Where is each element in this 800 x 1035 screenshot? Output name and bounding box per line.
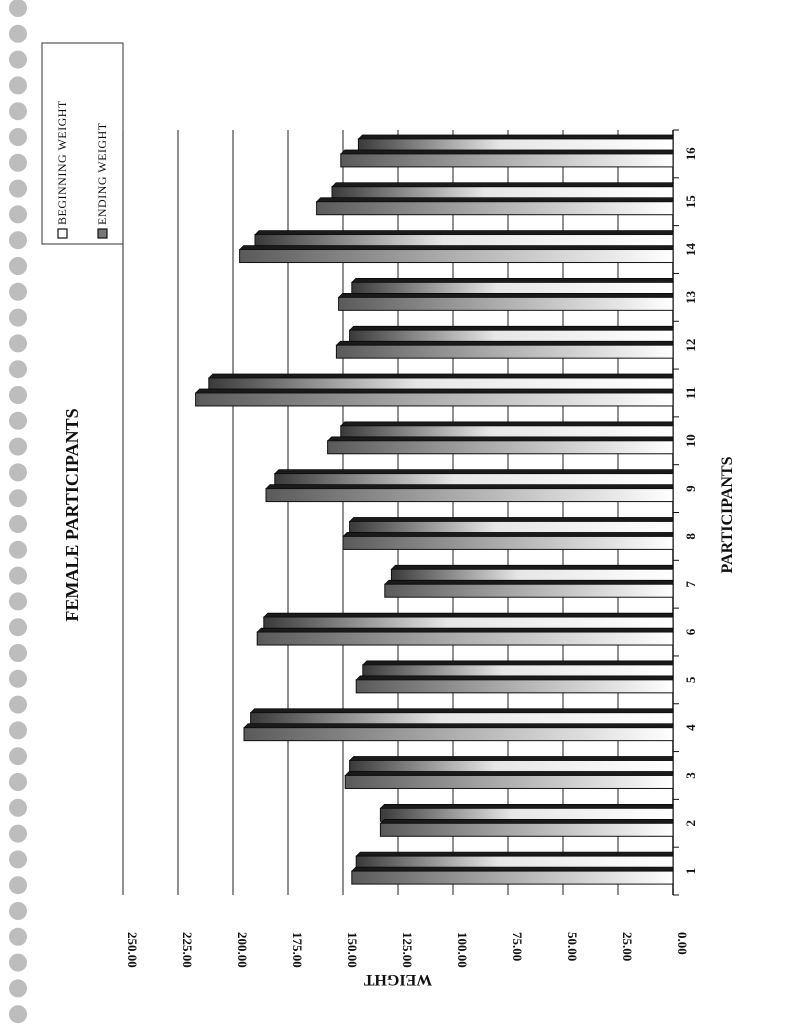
weight-tick-label: 75.00 xyxy=(510,932,525,962)
bar-beginning-weight-top xyxy=(264,613,673,617)
chart-title: FEMALE PARTICIPANTS xyxy=(62,408,82,622)
weight-tick-labels xyxy=(125,932,690,968)
legend-swatch-ending-weight xyxy=(98,229,107,238)
bar-ending-weight xyxy=(341,154,673,167)
bar-ending-weight-top xyxy=(244,724,673,728)
legend-label-beginning-weight: BEGINNING WEIGHT xyxy=(55,100,69,225)
bar-ending-weight-top xyxy=(352,867,673,871)
participant-tick-label: 10 xyxy=(683,434,698,448)
legend-label-ending-weight: ENDING WEIGHT xyxy=(95,122,109,225)
bar-ending-weight xyxy=(352,871,673,884)
participant-tick-label: 7 xyxy=(683,580,698,588)
bar-ending-weight-top xyxy=(380,819,673,823)
participant-tick-labels xyxy=(683,147,698,874)
participant-tick-label: 6 xyxy=(683,628,698,636)
participant-tick-label: 3 xyxy=(683,772,698,779)
bar-ending-weight xyxy=(380,823,673,836)
bar-ending-weight xyxy=(240,250,673,263)
participant-tick-label: 4 xyxy=(683,724,698,731)
bar-ending-weight-top xyxy=(266,485,673,489)
legend xyxy=(42,43,123,244)
bar-beginning-weight-top xyxy=(332,183,673,187)
bar-beginning-weight-top xyxy=(358,135,673,139)
weight-tick-label: 50.00 xyxy=(565,932,580,962)
participant-tick-label: 2 xyxy=(683,820,698,827)
bar-beginning-weight-top xyxy=(356,852,673,856)
bar-ending-weight-top xyxy=(356,676,673,680)
participant-tick-label: 5 xyxy=(683,676,698,684)
bar-ending-weight-top xyxy=(385,580,673,584)
bar-beginning-weight-top xyxy=(350,326,673,330)
bar-ending-weight-top xyxy=(196,389,673,393)
bar-beginning-weight-top xyxy=(255,231,673,235)
weight-tick-label: 200.00 xyxy=(235,932,250,968)
bar-ending-weight xyxy=(328,441,673,454)
legend-swatch-beginning-weight xyxy=(58,229,67,238)
weight-tick-label: 25.00 xyxy=(620,932,635,962)
bar-ending-weight xyxy=(317,202,673,215)
bar-beginning-weight-top xyxy=(341,422,673,426)
bar-ending-weight xyxy=(196,393,673,406)
bar-ending-weight xyxy=(257,632,673,645)
bar-ending-weight xyxy=(266,489,673,502)
bar-ending-weight xyxy=(244,728,673,741)
bar-ending-weight xyxy=(343,536,673,549)
weight-tick-label: 175.00 xyxy=(290,932,305,968)
bar-ending-weight-top xyxy=(240,246,673,250)
participant-tick-label: 9 xyxy=(683,485,698,492)
bar-ending-weight-top xyxy=(339,293,673,297)
bar-ending-weight-top xyxy=(341,150,673,154)
bars xyxy=(196,135,673,884)
bar-beginning-weight-top xyxy=(350,517,673,521)
bar-ending-weight-top xyxy=(336,341,673,345)
weight-tick-label: 250.00 xyxy=(125,932,140,968)
participant-tick-label: 13 xyxy=(683,290,698,304)
participant-tick-label: 16 xyxy=(683,147,698,161)
bar-ending-weight xyxy=(345,775,673,788)
x-axis-title: PARTICIPANTS xyxy=(719,456,736,574)
bar-ending-weight-top xyxy=(317,198,673,202)
participant-tick-label: 1 xyxy=(683,867,698,875)
participant-tick-label: 14 xyxy=(683,243,698,257)
bar-ending-weight-top xyxy=(328,437,673,441)
participant-tick-label: 8 xyxy=(683,533,698,540)
bar-ending-weight-top xyxy=(345,771,673,775)
bar-ending-weight xyxy=(385,584,673,597)
weight-tick-label: 125.00 xyxy=(400,932,415,968)
bar-ending-weight xyxy=(339,297,673,310)
weight-tick-label: 225.00 xyxy=(180,932,195,968)
bar-beginning-weight-top xyxy=(209,374,673,378)
participant-tick-label: 15 xyxy=(683,195,698,209)
bar-ending-weight-top xyxy=(343,532,673,536)
weight-tick-label: 0.00 xyxy=(675,932,690,955)
bar-beginning-weight-top xyxy=(380,804,673,808)
bar-beginning-weight-top xyxy=(251,709,673,713)
weight-tick-label: 150.00 xyxy=(345,932,360,968)
bar-ending-weight xyxy=(356,680,673,693)
bar-beginning-weight-top xyxy=(391,565,673,569)
bar-beginning-weight-top xyxy=(363,661,673,665)
participant-tick-label: 12 xyxy=(683,338,698,352)
participant-tick-label: 11 xyxy=(683,386,698,400)
y-axis-title: WEIGHT xyxy=(363,971,433,988)
bar-ending-weight-top xyxy=(257,628,673,632)
bar-beginning-weight-top xyxy=(275,470,673,474)
bar-beginning-weight-top xyxy=(352,278,673,282)
weight-tick-label: 100.00 xyxy=(455,932,470,968)
bar-beginning-weight-top xyxy=(350,756,673,760)
bar-ending-weight xyxy=(336,345,673,358)
